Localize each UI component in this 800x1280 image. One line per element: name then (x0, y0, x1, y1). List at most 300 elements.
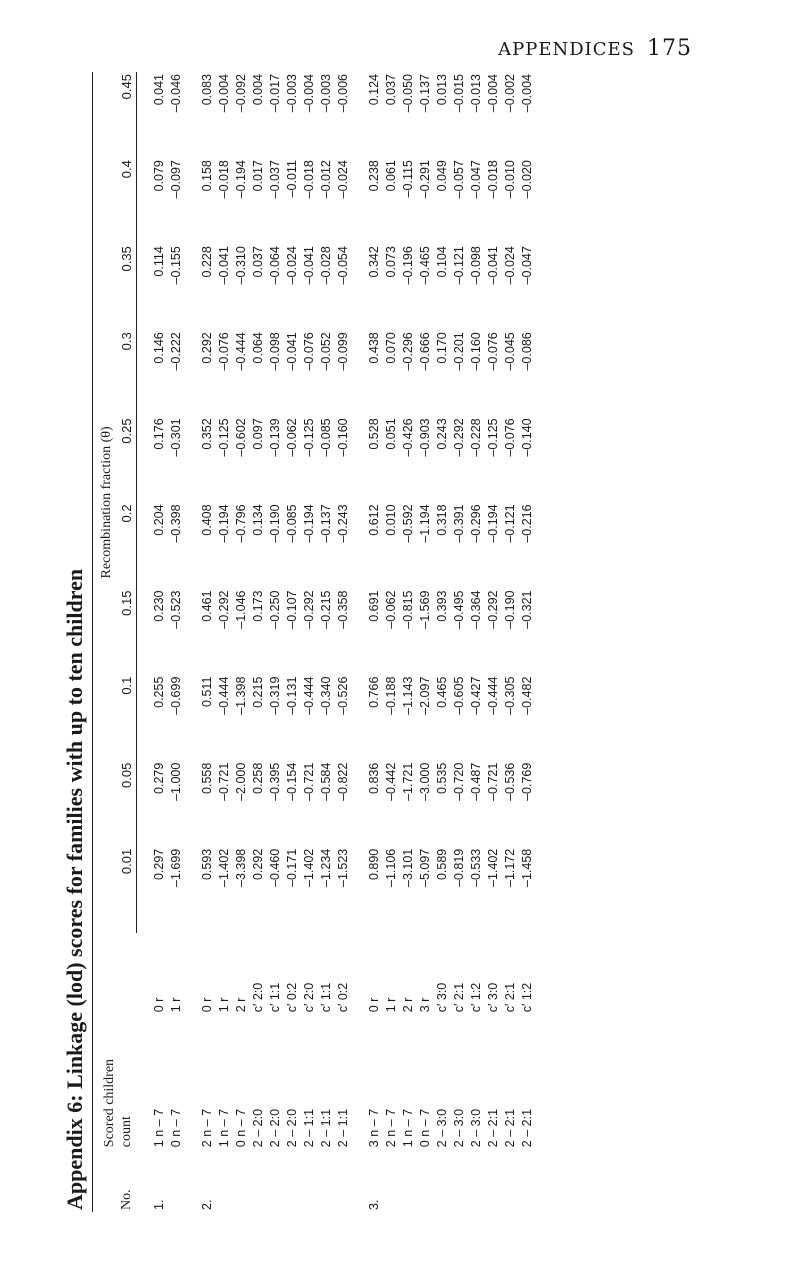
lod-score: –0.004 (302, 74, 316, 113)
family-number (434, 1149, 451, 1212)
table-row (485, 72, 502, 1212)
lod-score: –1.458 (520, 848, 534, 887)
table-row (301, 72, 318, 1212)
lod-score: 0.461 (200, 590, 214, 622)
rotated-table-page (62, 72, 722, 1212)
fraction-header: 0.15 (117, 589, 137, 675)
lod-score: 0.061 (384, 160, 398, 192)
config-label: 3 r (418, 997, 432, 1013)
lod-score: –0.769 (520, 762, 534, 801)
lod-score: –1.398 (234, 676, 248, 715)
page-number: 175 (647, 36, 692, 61)
config-label: 2 r (401, 997, 415, 1013)
lod-score: 0.146 (152, 332, 166, 364)
config-label: c′ 2:0 (302, 982, 316, 1013)
running-head-section: APPENDICES (498, 39, 635, 60)
lod-score: 0.176 (152, 418, 166, 450)
lod-score: –0.903 (418, 418, 432, 457)
lod-score: –0.188 (384, 676, 398, 715)
family-number (216, 1149, 233, 1212)
lod-score: –0.076 (302, 332, 316, 371)
lod-score: 0.134 (251, 504, 265, 536)
lod-score: –0.041 (486, 246, 500, 285)
family-number (485, 1149, 502, 1212)
lod-score: –0.076 (217, 332, 231, 371)
lod-score: 0.393 (435, 590, 449, 622)
lod-score: –0.194 (486, 504, 500, 543)
lod-score: 0.170 (435, 332, 449, 364)
lod-score: –1.402 (486, 848, 500, 887)
lod-score: –0.041 (302, 246, 316, 285)
lod-score: –0.098 (469, 246, 483, 285)
fraction-header: 0.01 (117, 847, 137, 933)
lod-score: 0.297 (152, 848, 166, 881)
config-label: 1 r (217, 997, 231, 1013)
lod-score: –0.097 (169, 160, 183, 199)
scored-children-count: 0 n – 7 (418, 1108, 432, 1148)
lod-score: –3.101 (401, 848, 415, 887)
lod-score: 0.017 (251, 160, 265, 192)
config-label: 1 r (169, 997, 183, 1013)
family-number: 2. (200, 1199, 214, 1210)
lod-score: –0.160 (336, 418, 350, 457)
lod-score: 0.836 (367, 762, 381, 794)
lod-score: 0.408 (200, 504, 214, 536)
lod-score: –0.013 (469, 74, 483, 113)
lod-score: 0.158 (200, 160, 214, 192)
lod-score: –0.291 (418, 160, 432, 199)
lod-score: –0.024 (336, 160, 350, 199)
lod-score: –0.085 (319, 418, 333, 457)
scored-children-count: 0 n – 7 (169, 1108, 183, 1148)
lod-score: –0.721 (486, 762, 500, 801)
family-number (233, 1149, 250, 1212)
lod-score: –0.296 (469, 504, 483, 543)
family-number (284, 1149, 301, 1212)
lod-score: –0.011 (285, 160, 299, 198)
table-row (468, 72, 485, 1212)
lod-score: –2.000 (234, 762, 248, 801)
lod-score: –0.592 (401, 504, 415, 543)
lod-score: 0.104 (435, 246, 449, 278)
config-label: c′ 1:1 (268, 982, 282, 1013)
lod-score: –0.822 (336, 762, 350, 801)
lod-score: –0.154 (285, 762, 299, 801)
table-row (267, 72, 284, 1212)
fraction-header: 0.4 (117, 158, 137, 244)
lod-score: –0.465 (418, 246, 432, 285)
config-label: 0 r (367, 997, 381, 1013)
config-label: c′ 1:1 (319, 982, 333, 1013)
lod-score: –0.482 (520, 676, 534, 715)
lod-score: –0.052 (319, 332, 333, 371)
lod-score: –0.098 (268, 332, 282, 371)
lod-score: –0.201 (452, 332, 466, 371)
lod-score: 0.049 (435, 160, 449, 192)
lod-score: 0.342 (367, 246, 381, 278)
lod-score: 0.064 (251, 332, 265, 364)
lod-score: –0.092 (234, 74, 248, 113)
lod-score: –0.292 (302, 590, 316, 629)
scored-children-count: 2 – 2:0 (268, 1108, 282, 1148)
lod-score: 0.010 (384, 504, 398, 536)
table-row (185, 72, 216, 1212)
scored-children-count: 1 n – 7 (217, 1108, 231, 1148)
lod-score: –0.125 (217, 418, 231, 457)
scored-children-count: 2 – 1:1 (336, 1108, 350, 1148)
lod-score: –0.215 (319, 590, 333, 629)
config-label: c′ 1:2 (469, 982, 483, 1013)
config-label: 0 r (200, 997, 214, 1013)
lod-score: –0.460 (268, 848, 282, 887)
lod-score: 0.215 (251, 676, 265, 708)
family-number (250, 1149, 267, 1212)
lod-score: –0.137 (319, 504, 333, 543)
lod-score: –0.018 (217, 160, 231, 199)
fraction-header: 0.05 (117, 761, 137, 847)
lod-score: 0.255 (152, 676, 166, 708)
fraction-header: 0.25 (117, 416, 137, 502)
lod-score: –1.569 (418, 590, 432, 629)
lod-score: –0.605 (452, 676, 466, 715)
lod-score: –0.190 (503, 590, 517, 629)
lod-score: –0.444 (217, 676, 231, 715)
lod-score: –0.125 (302, 418, 316, 457)
column-header-scored (93, 933, 137, 1149)
lod-score: –0.427 (469, 676, 483, 715)
lod-score: –0.020 (520, 160, 534, 199)
lod-score: –0.085 (285, 504, 299, 543)
lod-score: –0.028 (319, 246, 333, 285)
fraction-header: 0.1 (117, 675, 137, 761)
lod-score: –1.234 (319, 848, 333, 887)
scored-children-count: 2 – 1:1 (302, 1108, 316, 1148)
lod-score: –0.015 (452, 74, 466, 113)
lod-score: –0.216 (520, 504, 534, 543)
lod-score: –0.046 (169, 74, 183, 113)
lod-score: –0.444 (302, 676, 316, 715)
family-number (400, 1149, 417, 1212)
family-number (318, 1149, 335, 1212)
lod-score: –0.301 (169, 418, 183, 457)
table-row (233, 72, 250, 1212)
scored-children-count: 1 n – 7 (151, 1108, 166, 1148)
scored-children-count: 2 – 2:1 (486, 1108, 500, 1148)
lod-score: 0.097 (251, 418, 265, 450)
lod-score: –0.041 (285, 332, 299, 371)
lod-score: 0.612 (367, 504, 381, 536)
lod-score: –0.004 (486, 74, 500, 113)
config-label: c′ 1:2 (520, 982, 534, 1013)
lod-score: 0.465 (435, 676, 449, 708)
lod-score: –0.107 (285, 590, 299, 629)
lod-score: –0.305 (503, 676, 517, 715)
config-label: 0 r (151, 997, 166, 1013)
table-row (168, 72, 185, 1212)
lod-score: 0.238 (367, 160, 381, 192)
lod-score: –1.523 (336, 848, 350, 887)
lod-score: –1.721 (401, 762, 415, 801)
lod-score: –0.003 (319, 74, 333, 113)
lod-score: –0.017 (268, 74, 282, 113)
config-label: c′ 3:0 (435, 982, 449, 1013)
lod-score: –0.292 (217, 590, 231, 629)
lod-score: 0.228 (200, 246, 214, 278)
lod-score: 0.691 (367, 590, 381, 622)
lod-score: –0.076 (503, 418, 517, 457)
lod-score: –0.171 (285, 848, 299, 887)
table-row (434, 72, 451, 1212)
lod-score: 0.173 (251, 590, 265, 622)
lod-score: 0.004 (251, 74, 265, 106)
appendix-title: Appendix 6: Linkage (lod) scores for families with up to ten children (62, 568, 87, 1210)
fraction-header: 0.35 (117, 244, 137, 330)
lod-score: –0.062 (285, 418, 299, 457)
table-row (216, 72, 233, 1212)
lod-score: –0.228 (469, 418, 483, 457)
lod-score: –0.364 (469, 590, 483, 629)
scored-children-count: 2 – 2:1 (520, 1108, 534, 1148)
lod-score: –0.194 (234, 160, 248, 199)
lod-score: 0.279 (152, 762, 166, 794)
scored-children-count: 0 n – 7 (234, 1108, 248, 1148)
table-body (137, 72, 537, 1212)
lod-score: –0.250 (268, 590, 282, 629)
column-header-scored-line1: Scored children (101, 1058, 117, 1148)
lod-score: –0.037 (268, 160, 282, 199)
scored-children-count: 2 n – 7 (384, 1108, 398, 1148)
lod-score: 0.230 (152, 590, 166, 622)
lod-score: –0.319 (268, 676, 282, 715)
lod-score: –0.699 (169, 676, 183, 715)
family-number (168, 1149, 185, 1212)
lod-score: –0.395 (268, 762, 282, 801)
lod-score: –0.086 (520, 332, 534, 371)
lod-score: 0.124 (367, 74, 381, 106)
lod-score: –0.296 (401, 332, 415, 371)
lod-score: –0.487 (469, 762, 483, 801)
lod-score: –0.160 (469, 332, 483, 371)
lod-score: –0.444 (486, 676, 500, 715)
scored-children-count: 2 – 3:0 (452, 1108, 466, 1148)
lod-score: –0.062 (384, 590, 398, 629)
lod-score: 0.890 (367, 848, 381, 881)
lod-score: 0.511 (200, 676, 214, 707)
lod-score: 0.013 (435, 74, 449, 106)
lod-score: 0.258 (251, 762, 265, 794)
table-row (502, 72, 519, 1212)
lod-score: –0.004 (217, 74, 231, 113)
config-label: 1 r (384, 997, 398, 1013)
lod-score: 0.073 (384, 246, 398, 278)
lod-score: 0.079 (152, 160, 166, 192)
table-row (335, 72, 352, 1212)
lod-score: 0.292 (200, 332, 214, 364)
family-number: 1. (151, 1199, 166, 1210)
config-label: c′ 2:1 (503, 982, 517, 1013)
lod-score: –1.699 (169, 848, 183, 887)
table-row (137, 72, 169, 1212)
lod-score: –1.172 (503, 848, 517, 887)
lod-score: 0.070 (384, 332, 398, 364)
lod-score: –5.097 (418, 848, 432, 887)
fraction-header: 0.3 (117, 330, 137, 416)
lod-score: –0.584 (319, 762, 333, 801)
scored-children-count: 2 – 2:1 (503, 1108, 517, 1148)
family-number (301, 1149, 318, 1212)
lod-score: 0.114 (152, 246, 166, 277)
lod-score: –0.121 (503, 504, 517, 543)
config-label: 2 r (234, 997, 248, 1013)
lod-score: –0.131 (285, 676, 299, 715)
scored-children-count: 2 – 2:0 (285, 1108, 299, 1148)
lod-score: 0.083 (200, 74, 214, 106)
fraction-header: 0.45 (117, 72, 137, 158)
lod-score: –0.012 (319, 160, 333, 199)
lod-score: –0.076 (486, 332, 500, 371)
recombination-fraction-header: Recombination fraction (θ) (93, 72, 118, 933)
lod-score: –0.190 (268, 504, 282, 543)
lod-score: –0.002 (503, 74, 517, 113)
config-label: c′ 0:2 (285, 982, 299, 1013)
lod-score: –0.815 (401, 590, 415, 629)
scored-children-count: 2 n – 7 (200, 1108, 214, 1148)
lod-score: –0.426 (401, 418, 415, 457)
config-label: c′ 3:0 (486, 982, 500, 1013)
lod-score: –0.047 (469, 160, 483, 199)
lod-score: –0.045 (503, 332, 517, 371)
lod-score: –0.024 (503, 246, 517, 285)
lod-score: –0.194 (217, 504, 231, 543)
lod-score: 0.352 (200, 418, 214, 450)
config-label: c′ 2:0 (251, 982, 265, 1013)
lod-score: –1.194 (418, 504, 432, 543)
lod-score: –1.402 (302, 848, 316, 887)
lod-score: 0.204 (152, 504, 166, 536)
table-row (284, 72, 301, 1212)
lod-score: –0.140 (520, 418, 534, 457)
table-row (519, 72, 536, 1212)
lod-score: –0.222 (169, 332, 183, 371)
lod-score: –2.097 (418, 676, 432, 715)
lod-score: –0.054 (336, 246, 350, 285)
lod-score: –1.106 (384, 848, 398, 887)
lod-score: 0.558 (200, 762, 214, 794)
lod-score: 0.528 (367, 418, 381, 450)
running-head (498, 36, 692, 61)
lod-score: –0.523 (169, 590, 183, 629)
lod-score: –0.495 (452, 590, 466, 629)
lod-score: –0.139 (268, 418, 282, 457)
lod-score: –0.006 (336, 74, 350, 113)
lod-score: –0.064 (268, 246, 282, 285)
lod-score: –1.000 (169, 762, 183, 801)
lod-score: –0.721 (302, 762, 316, 801)
lod-score: 0.593 (200, 848, 214, 881)
family-number (267, 1149, 284, 1212)
scored-children-count: 2 – 1:1 (319, 1108, 333, 1148)
lod-score: –0.003 (285, 74, 299, 113)
lod-score: 0.318 (435, 504, 449, 536)
lod-score: –0.024 (285, 246, 299, 285)
lod-score: 0.589 (435, 848, 449, 881)
family-number (417, 1149, 434, 1212)
lod-score: –0.526 (336, 676, 350, 715)
lod-score: –0.047 (520, 246, 534, 285)
family-number (383, 1149, 400, 1212)
table-row (352, 72, 383, 1212)
lod-score: –0.340 (319, 676, 333, 715)
column-header-scored-line2: count (118, 1116, 134, 1148)
family-number (335, 1149, 352, 1212)
lod-score: 0.041 (152, 74, 166, 106)
lod-score: –0.398 (169, 504, 183, 543)
table-row (383, 72, 400, 1212)
lod-score: –0.292 (452, 418, 466, 457)
lod-score: –0.115 (401, 160, 415, 198)
family-number (451, 1149, 468, 1212)
lod-score: –0.004 (520, 74, 534, 113)
lod-score: –0.358 (336, 590, 350, 629)
lod-score: –0.444 (234, 332, 248, 371)
lod-score: –0.536 (503, 762, 517, 801)
lod-score: –1.046 (234, 590, 248, 629)
scored-children-count: 2 – 3:0 (469, 1108, 483, 1148)
lod-score: –0.292 (486, 590, 500, 629)
scored-children-count: 2 – 3:0 (435, 1108, 449, 1148)
lod-score: –0.018 (486, 160, 500, 199)
lod-score: –0.720 (452, 762, 466, 801)
lod-score: –0.602 (234, 418, 248, 457)
lod-score: –0.533 (469, 848, 483, 887)
family-number (519, 1149, 536, 1212)
lod-score: –0.194 (302, 504, 316, 543)
lod-score: –0.018 (302, 160, 316, 199)
table-row (318, 72, 335, 1212)
lod-score: –0.125 (486, 418, 500, 457)
column-header-no: No. (93, 1149, 137, 1212)
lod-score: –0.041 (217, 246, 231, 285)
config-label: c′ 2:1 (452, 982, 466, 1013)
lod-score: –1.143 (401, 676, 415, 715)
lod-score: 0.243 (435, 418, 449, 450)
lod-score: 0.037 (384, 74, 398, 106)
lod-score: –0.391 (452, 504, 466, 543)
lod-score: –0.137 (418, 74, 432, 113)
table-row (250, 72, 267, 1212)
scored-children-count: 2 – 2:0 (251, 1108, 265, 1148)
lod-score: 0.766 (367, 676, 381, 708)
table-row (451, 72, 468, 1212)
lod-score: –0.121 (452, 246, 466, 285)
lod-score: –0.243 (336, 504, 350, 543)
scored-children-count: 1 n – 7 (401, 1108, 415, 1148)
lod-score: –0.099 (336, 332, 350, 371)
lod-score: –0.721 (217, 762, 231, 801)
lod-score: –0.050 (401, 74, 415, 113)
lod-score: 0.292 (251, 848, 265, 881)
family-number (502, 1149, 519, 1212)
lod-score: –0.310 (234, 246, 248, 285)
lod-score: 0.438 (367, 332, 381, 364)
lod-score: –0.442 (384, 762, 398, 801)
config-label: c′ 0:2 (336, 982, 350, 1013)
lod-score: 0.037 (251, 246, 265, 278)
lod-score: –3.398 (234, 848, 248, 887)
family-number: 3. (367, 1199, 381, 1210)
lod-score: 0.051 (384, 418, 398, 450)
fraction-header: 0.2 (117, 502, 137, 588)
